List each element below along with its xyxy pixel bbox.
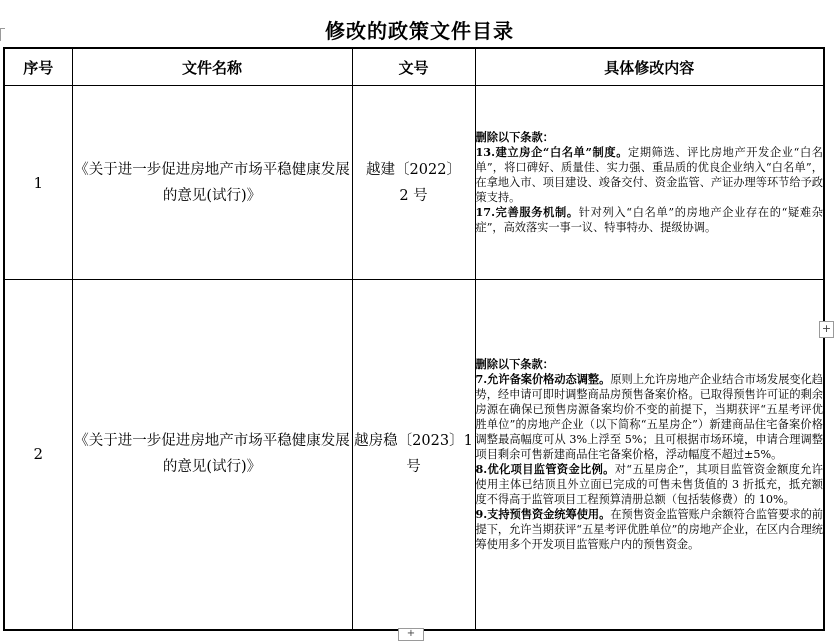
clause-heading: 13.建立房企“白名单”制度。	[475, 145, 629, 159]
row-doc-no	[352, 280, 475, 630]
content-intro: 删除以下条款：	[475, 356, 554, 371]
row-content	[475, 86, 824, 280]
clause-heading: 17.完善服务机制。	[475, 205, 579, 219]
clause-heading: 8.优化项目监管资金比例。	[475, 461, 615, 476]
policy-table	[3, 47, 825, 631]
doc-no-line1: 越建〔2022〕	[366, 161, 461, 178]
header-no: 序号	[4, 48, 72, 86]
doc-no-line2: 号	[406, 459, 421, 476]
clause-body: 原则上允许房地产企业结合市场发展变化趋势，经申请可即时调整商品房预售备案价格。已取得预售许可证的剩余房源在确保已预售房源备案均价不变的前提下，当期获评“五星考评优胜单位”的房地产企业（以下简称“五星房企”）新建商品住宅备案价格调整最高幅度可从 3%上浮至 5%；且可根据市场环境，申请合理调整项目剩余可售新建商品住宅备案价格，浮动幅度不超过±5%。	[475, 372, 823, 461]
clause	[476, 145, 824, 205]
header-doc-no: 文号	[352, 48, 475, 86]
clause	[476, 507, 824, 552]
row-file-name: 《关于进一步促进房地产市场平稳健康发展的意见(试行)》	[72, 280, 352, 630]
header-content: 具体修改内容	[475, 48, 824, 86]
row-no: 1	[4, 86, 72, 280]
doc-no-line2: 2 号	[399, 187, 428, 204]
add-row-handle[interactable]: +	[398, 628, 424, 641]
clause-body: 在预售资金监管账户余额符合监管要求的前提下，允许当期获评“五星考评优胜单位”的房地产企业，在区内合理统筹使用多个开发项目监管账户内的预售资金。	[475, 507, 823, 551]
row-no: 2	[4, 280, 72, 630]
table-row	[4, 280, 824, 630]
row-content	[475, 280, 824, 630]
clause-body: 对“五星房企”，其项目监管资金额度允许使用主体已结顶且外立面已完成的可售未售货值的 3 折抵充，抵充额度不得高于监管项目工程预算清册总额（包括装修费）的 10%。	[475, 462, 823, 506]
table-header-row	[4, 48, 824, 86]
table-row	[4, 86, 824, 280]
clause-heading: 7.允许备案价格动态调整。	[475, 371, 611, 386]
page-title: 修改的政策文件目录	[325, 19, 514, 43]
clause-body: 定期筛选、评比房地产开发企业“白名单”，将口碑好、质量佳、实力强、重品质的优良企业纳入“白名单”，在拿地入市、项目建设、竣备交付、资金监管、产证办理等环节给予政策支持。	[475, 146, 823, 204]
clause	[476, 372, 824, 462]
content-intro: 删除以下条款：	[475, 130, 554, 144]
row-file-name: 《关于进一步促进房地产市场平稳健康发展的意见(试行)》	[72, 86, 352, 280]
row-doc-no	[352, 86, 475, 280]
doc-no-line1: 越房稳〔2023〕1	[354, 433, 473, 450]
clause-body: 针对列入“白名单”的房地产企业存在的“疑难杂症”，高效落实一事一议、特事特办、提级协调。	[475, 206, 823, 234]
add-column-handle[interactable]: +	[819, 321, 834, 338]
header-name: 文件名称	[72, 48, 352, 86]
clause	[476, 205, 824, 235]
clause-heading: 9.支持预售资金统筹使用。	[475, 506, 611, 521]
clause	[476, 462, 824, 507]
